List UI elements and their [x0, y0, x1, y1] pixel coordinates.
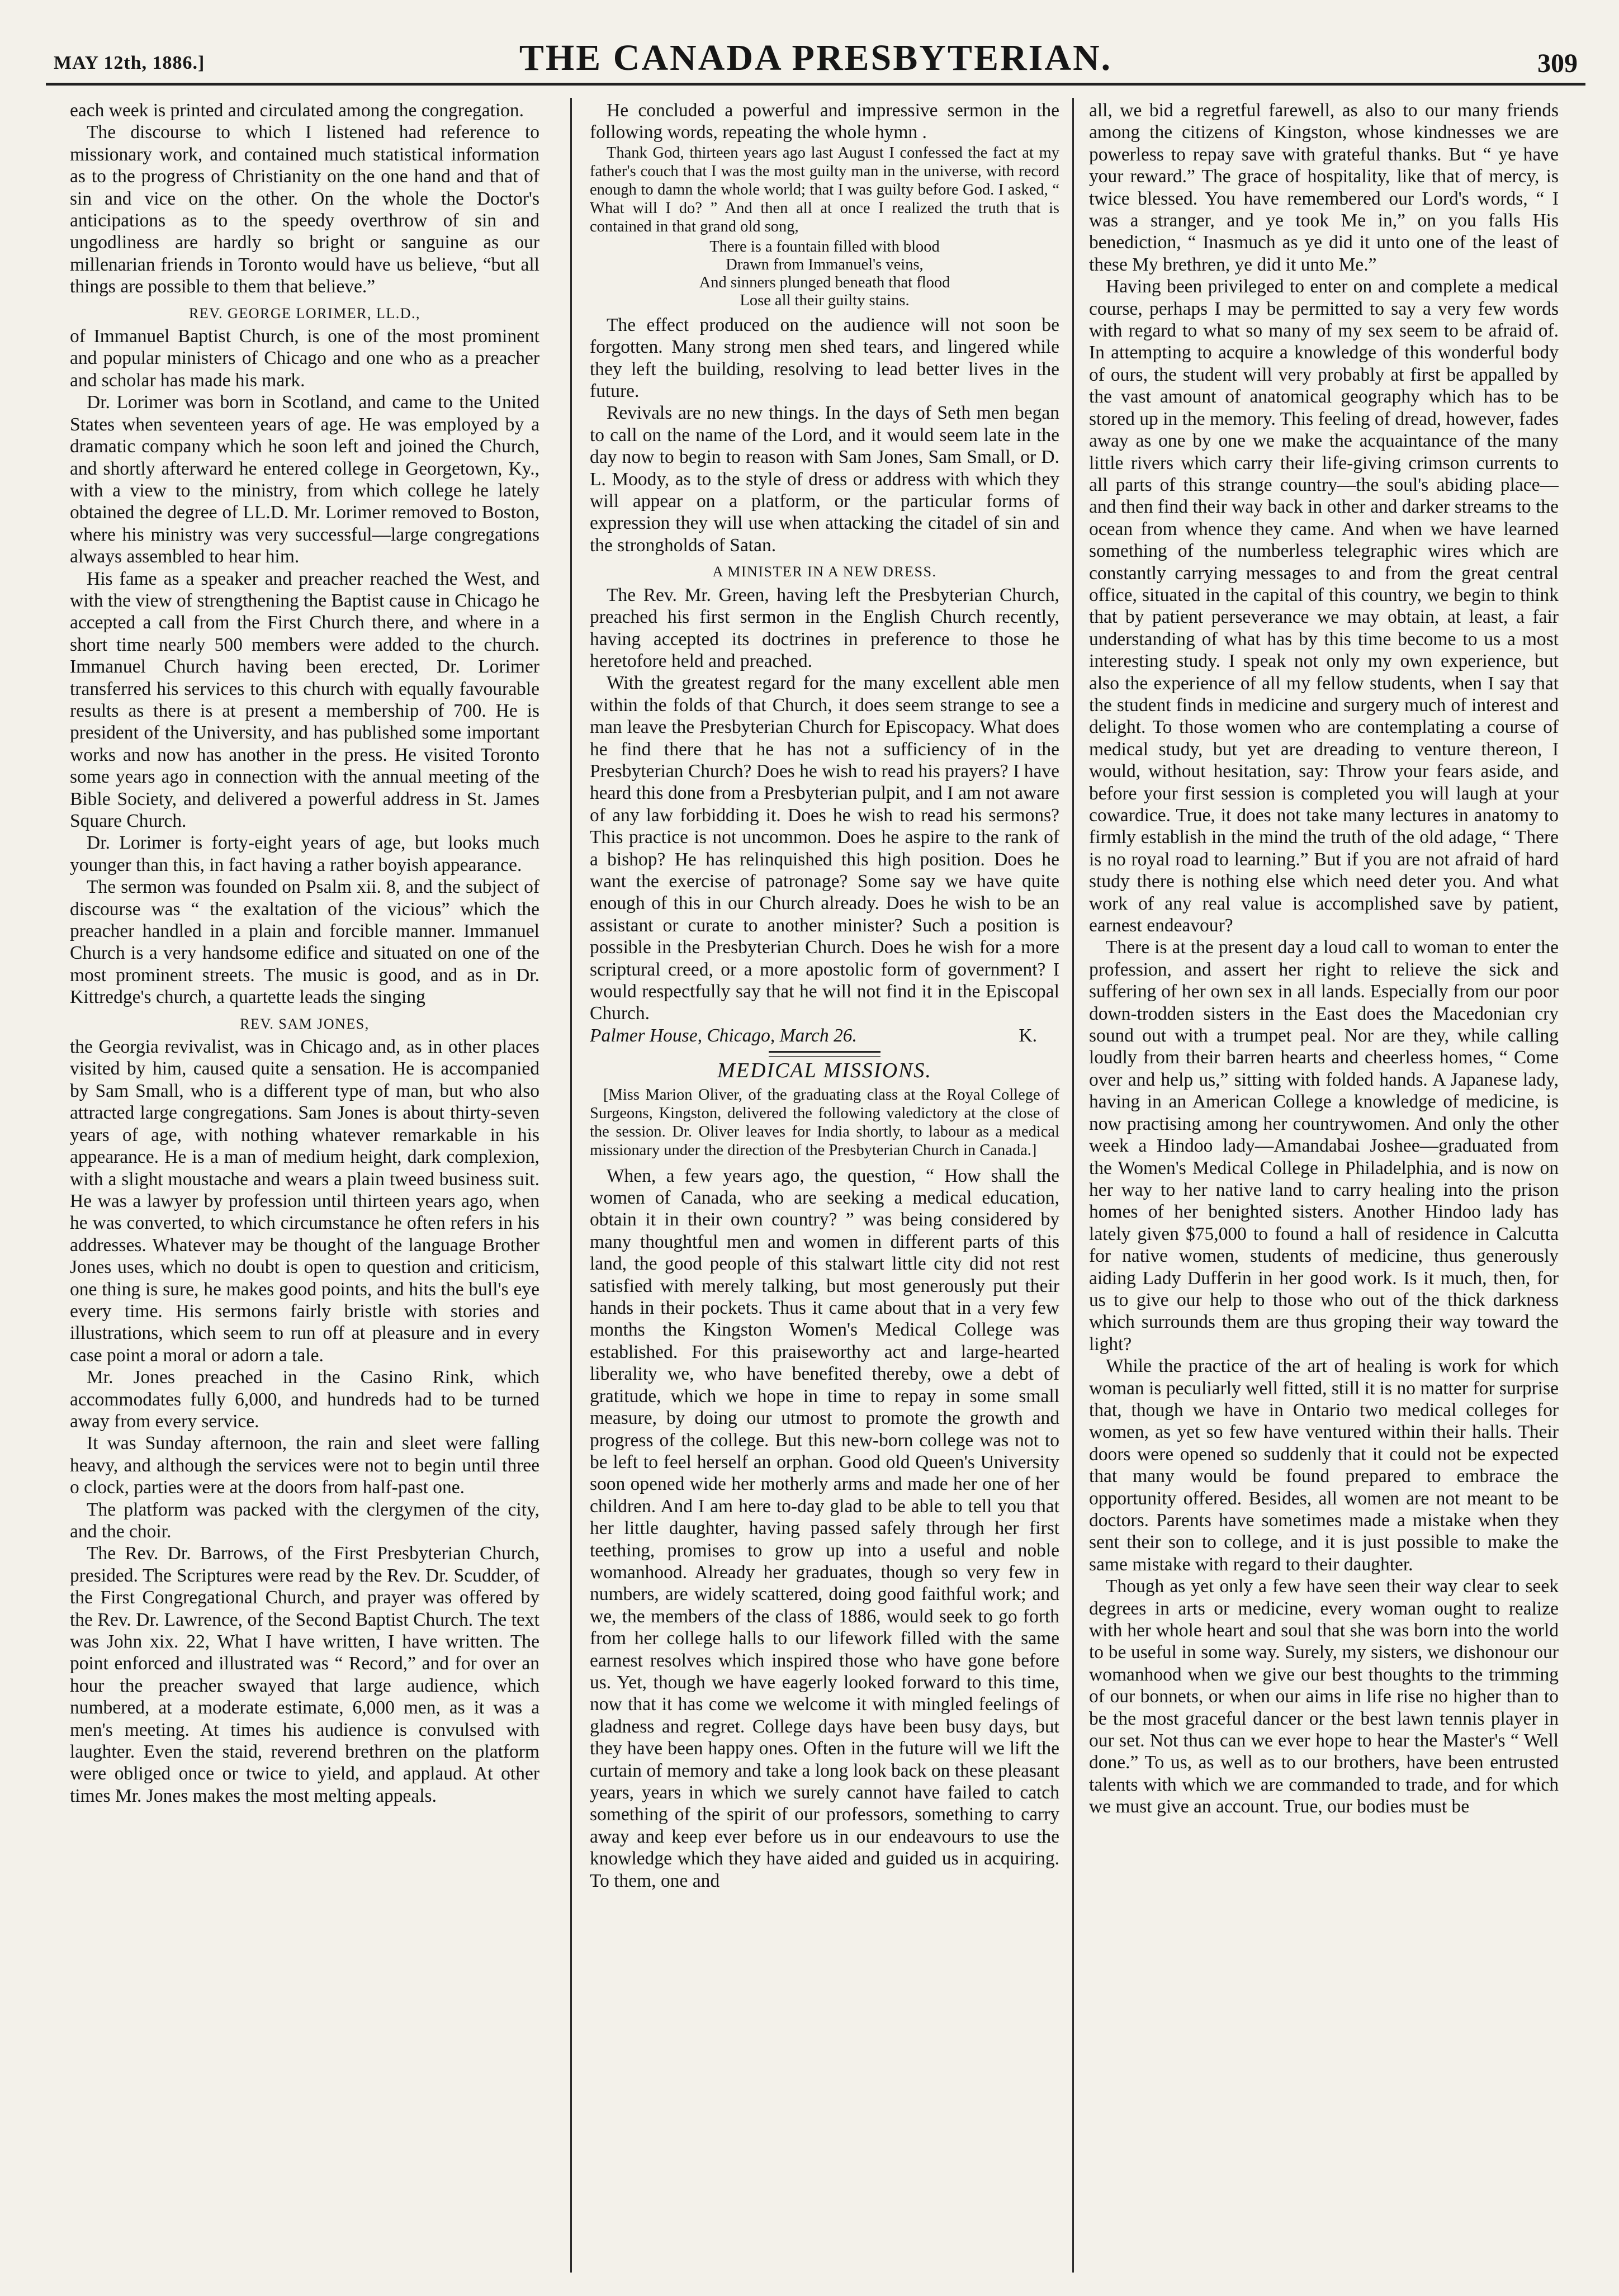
signature-initial: K.: [1019, 1025, 1037, 1046]
newspaper-title: THE CANADA PRESBYTERIAN.: [519, 37, 1113, 78]
paragraph: the Georgia revivalist, was in Chicago and, as in other places visited by him, caused quite a sensation. He is accompanied by Sam Small, who is a different type of man, but who also attracted large congregations. Sam Jones is about thirty-seven years of age, with nothing whatever remarkable in his appearance. He is a man of medium height, dark complexion, with a slight moustache and wears a plain tweed business suit. He was a lawyer by profession until thirteen years ago, when he was converted, to which circumstance he often refers in his addresses. Whatever may be thought of the language Brother Jones uses, which no doubt is open to question and criticism, one thing is sure, he makes good points, and hits the bull's eye every time. His sermons fairly bristle with stories and illustrations, which seem to run off at pleasure and in every case point a moral or adorn a tale.: [70, 1036, 539, 1366]
page-number: 309: [1537, 49, 1578, 78]
section-divider: [769, 1051, 880, 1057]
column-rule: [1072, 98, 1074, 2273]
paragraph: Having been privileged to enter on and complete a medical course, perhaps I may be permitted to say a very few words with regard to what so many of my sex seem to be afraid of. In attempting to acquire a knowledge of this wonderful body of ours, the student will very probably at first be appalled by the vast amount of anatomical geography which has to be stored up in the memory. This feeling of dread, however, fades away as one by one we make the acquaintance of the many little rivers which carry their life-giving crimson currents to all parts of this strange country—the soul's abiding place—and then find their way back in other and darker streams to the ocean from whence they came. And when we have learned something of the numberless telegraphic wires which are constantly carrying messages to and from the great central office, situated in the capital of this country, we begin to think that by patient perseverance we may obtain, at least, a fair understanding of what has by this time become to us a most interesting study. I speak not only my own experience, but also the experience of all my fellow students, when I say that the student finds in medicine and surgery much of interest and delight. To those women who are contemplating a course of medical study, but yet are dreading to venture thereon, I would, without hesitation, say: Throw your fears aside, and before your first session is completed you will laugh at your cowardice. True, it does not take many lectures in anatomy to firmly establish in the mind the truth of the old adage, “ There is no royal road to learning.” But if you are not afraid of hard study there is nothing else which need deter you. And what work of any real value is accomplished save by patient, earnest endeavour?: [1089, 276, 1559, 936]
column-1: [70, 100, 539, 2269]
paragraph: Though as yet only a few have seen their way clear to seek degrees in arts or medicine, every woman ought to realize with her whole heart and soul that she was born into the world to be useful in some way. Surely, my sisters, we dishonour our womanhood when we give our best thoughts to the trimming of our bonnets, or when our aims in life rise no higher than to be the most graceful dancer or the best lawn tennis player in our set. Not thus can we ever hope to hear the Master's “ Well done.” To us, as well as to our brothers, have been entrusted talents with which we are commanded to trade, and for which we must give an account. True, our bodies must be: [1089, 1576, 1559, 1817]
paragraph: With the greatest regard for the many excellent able men within the folds of that Church, it does seem strange to see a man leave the Presbyterian Church for Episcopacy. What does he find there that he has not a sufficiency of in the Presbyterian Church? Does he wish to read his prayers? I have heard this done from a Presbyterian pulpit, and I am not aware of any law forbidding it. Does he wish to read his sermons? This practice is not uncommon. Does he aspire to the rank of a bishop? He has relinquished this high position. Does he want the exercise of patronage? Some say we have quite enough of this in our Church already. Does he wish to be an assistant or curate to another minister? Such a position is possible in the Presbyterian Church. Does he wish for a more scriptural creed, or a more apostolic form of government? I would respectfully say that he will not find it in the Episcopal Church.: [590, 673, 1059, 1024]
hymn-verse: [590, 238, 1059, 310]
paragraph: The Rev. Dr. Barrows, of the First Presbyterian Church, presided. The Scriptures were read by the Rev. Dr. Scudder, of the First Congregational Church, and prayer was offered by the Rev. Dr. Lawrence, of the Second Baptist Church. The text was John xix. 22, What I have written, I have written. The point enforced and illustrated was “ Record,” and for over an hour the preacher swayed that large audience, which numbered, at a moderate estimate, 6,000 men, as it was a men's meeting. At times his audience is convulsed with laughter. Even the staid, reverend brethren on the platform were obliged once or twice to yield, and applaud. At other times Mr. Jones makes the most melting appeals.: [70, 1543, 539, 1806]
verse-line: And sinners plunged beneath that flood: [699, 273, 950, 291]
verse-line: Lose all their guilty stains.: [740, 291, 910, 309]
paragraph: When, a few years ago, the question, “ How shall the women of Canada, who are seeking a medical education, obtain it in their own country? ” was being considered by many thoughtful men and women in different parts of this land, the good people of this stalwart little city did not rest satisfied with merely talking, but most generously put their hands in their pockets. Thus it came about that in a very few months the Kingston Women's Medical College was established. For this praiseworthy act and large-hearted liberality we, who have benefited thereby, owe a debt of gratitude, which we hope in time to repay in some small measure, by doing our utmost to promote the growth and progress of the college. But this new-born college was not to be left to feel herself an orphan. Good old Queen's University soon opened wide her motherly arms and made her one of her children. And I am here to-day glad to be able to tell you that her little daughter, having passed safely through her first teething, promises to grow up into a useful and noble womanhood. Already her graduates, though so very few in numbers, are widely scattered, doing good faithful work; and we, the members of the class of 1886, would seek to go forth from her college halls to our lifework filled with the same earnest resolves which inspired those who have gone before us. Yet, though we have eagerly looked forward to this time, now that it has come we welcome it with mingled feelings of gladness and regret. College days have been busy days, but they have been happy ones. Often in the future will we lift the curtain of memory and take a long look back on these pleasant years, years in which we surely cannot have failed to catch something of the spirit of our professors, something to carry away and keep ever before us in our endeavours to use the knowledge which they have aided and guided us in acquiring. To them, one and: [590, 1165, 1059, 1891]
column-2: [590, 100, 1059, 2269]
section-title: MEDICAL MISSIONS.: [717, 1059, 932, 1083]
paragraph: There is at the present day a loud call to woman to enter the profession, and assert her right to relieve the sick and suffering of her own sex in all lands. Especially from our poor down-trodden sisters in the East does the Macedonian cry sound out with a trumpet peal. Nor are they, while calling loudly from their barren hearts and cheerless homes, “ Come over and help us,” sitting with folded hands. A Japanese lady, having in an American College a knowledge of medicine, is now practising among her countrywomen. And only the other week a Hindoo lady—Amandabai Joshee—graduated from the Women's Medical College in Philadelphia, and is now on her way to her native land to carry healing into the prison homes of her benighted sisters. Another Hindoo lady has lately given $75,000 to found a hall of residence in Calcutta for native women, students of medicine, thus generously aiding Lady Dufferin in her good work. Is it much, then, for us to give our help to those who out of the thick darkness which surrounds them are thus groping their way toward the light?: [1089, 937, 1559, 1355]
paragraph: Mr. Jones preached in the Casino Rink, which accommodates fully 6,000, and hundreds had to be turned away from every service.: [70, 1367, 539, 1432]
paragraph: each week is printed and circulated among the congregation.: [70, 100, 524, 121]
paragraph: While the practice of the art of healing is work for which woman is peculiarly well fitted, still it is no matter for surprise that, though we have in Ontario two medical colleges for women, as yet so few have ventured within their halls. Their doors were opened so suddenly that it could not be expected that many would be found prepared to embrace the opportunity offered. Besides, all women are not meant to be doctors. Parents have sometimes made a mistake when they sent their son to college, and it is just possible to make the same mistake with regard to their daughter.: [1089, 1356, 1559, 1575]
paragraph: Revivals are no new things. In the days of Seth men began to call on the name of the Lord, and it would seem late in the day now to begin to reason with Sam Jones, Sam Small, or D. L. Moody, as to the style of dress or address with which they will appear on a platform, or the particular forms of expression they will use when attacking the citadel of sin and the strongholds of Satan.: [590, 403, 1059, 556]
paragraph: all, we bid a regretful farewell, as also to our many friends among the citizens of Kingston, whose kindnesses we are powerless to repay save with grateful thanks. But “ ye have your reward.” The grace of hospitality, like that of mercy, is twice blessed. You have remembered our Lord's words, “ I was a stranger, and ye took Me in,” on you falls His benediction, “ Inasmuch as ye did it unto one of the least of these My brethren, ye did it unto Me.”: [1089, 100, 1559, 275]
verse-line: Drawn from Immanuel's veins,: [726, 255, 924, 273]
subheading-jones: REV. SAM JONES,: [240, 1015, 370, 1032]
signature-place: Palmer House, Chicago, March 26.: [590, 1025, 857, 1046]
paragraph: The sermon was founded on Psalm xii. 8, and the subject of discourse was “ the exaltation of the vicious” which the preacher handled in a plain and forcible manner. Immanuel Church is a very handsome edifice and situated on one of the most prominent streets. The music is good, and as in Dr. Kittredge's church, a quartette leads the singing: [70, 877, 539, 1008]
paragraph: Dr. Lorimer is forty-eight years of age, but looks much younger than this, in fact having a rather boyish appearance.: [70, 832, 539, 875]
signature: [590, 1025, 1059, 1047]
paragraph: The effect produced on the audience will not soon be forgotten. Many strong men shed tears, and lingered while they left the building, resolving to lead better lives in the future.: [590, 314, 1059, 402]
column-3: [1089, 100, 1559, 2269]
paragraph: It was Sunday afternoon, the rain and sleet were falling heavy, and although the services were not to begin until three o clock, parties were at the doors from half-past one.: [70, 1433, 539, 1498]
paragraph: The platform was packed with the clergymen of the city, and the choir.: [70, 1499, 539, 1542]
masthead: [46, 34, 1585, 86]
column-rule: [570, 98, 572, 2273]
verse-line: There is a fountain filled with blood: [709, 238, 940, 255]
paragraph: Dr. Lorimer was born in Scotland, and came to the United States when seventeen years of age. He was employed by a dramatic company which he soon left and joined the Church, and shortly afterward he entered college in Georgetown, Ky., with a view to the ministry, from which college he lately obtained the degree of LL.D. Mr. Lorimer removed to Boston, where his ministry was very successful—large congregations always assembled to hear him.: [70, 392, 539, 567]
subheading-lorimer: REV. GEORGE LORIMER, LL.D.,: [188, 305, 421, 321]
sermon-quote: Thank God, thirteen years ago last August I confessed the fact at my father's couch that I was the most guilty man in the universe, with record enough to damn the whole world; that I was guilty before God. I asked, “ What will I do? ” And then all at once I realized the truth that is contained in that grand old song,: [590, 144, 1059, 235]
subheading-minister: A MINISTER IN A NEW DRESS.: [712, 564, 937, 580]
paragraph: The Rev. Mr. Green, having left the Presbyterian Church, preached his first sermon in the English Church recently, having accepted its doctrines in preference to those he heretofore held and preached.: [590, 584, 1059, 671]
paragraph: of Immanuel Baptist Church, is one of the most prominent and popular ministers of Chicago and one who as a preacher and scholar has made his mark.: [70, 326, 539, 391]
paragraph: His fame as a speaker and preacher reached the West, and with the view of strengthening the Baptist cause in Chicago he accepted a call from the First Church there, and where in a short time nearly 500 members were added to the church. Immanuel Church having been erected, Dr. Lorimer transferred his services to this church with equally favourable results as there is at present a membership of 700. He is president of the University, and has published some important works and now has another in the press. He visited Toronto some years ago in connection with the annual meeting of the Bible Society, and delivered a powerful address in St. James Square Church.: [70, 568, 539, 831]
paragraph: He concluded a powerful and impressive sermon in the following words, repeating the whole hymn .: [590, 100, 1059, 143]
paragraph: The discourse to which I listened had reference to missionary work, and contained much statistical information as to the progress of Christianity on the one hand and that of sin and vice on the other. On the whole the Doctor's anticipations as to the speedy overthrow of sin and ungodliness are hardly so bright or sanguine as our millenarian friends in Toronto would have us believe, “but all things are possible to them that believe.”: [70, 122, 539, 297]
issue-date: MAY 12th, 1886.]: [54, 53, 205, 73]
editor-note: [Miss Marion Oliver, of the graduating class at the Royal College of Surgeons, Kingston, delivered the following valedictory at the close of the session. Dr. Oliver leaves for India shortly, to labour as a medical missionary under the direction of the Presbyterian Church in Canada.]: [590, 1086, 1059, 1159]
